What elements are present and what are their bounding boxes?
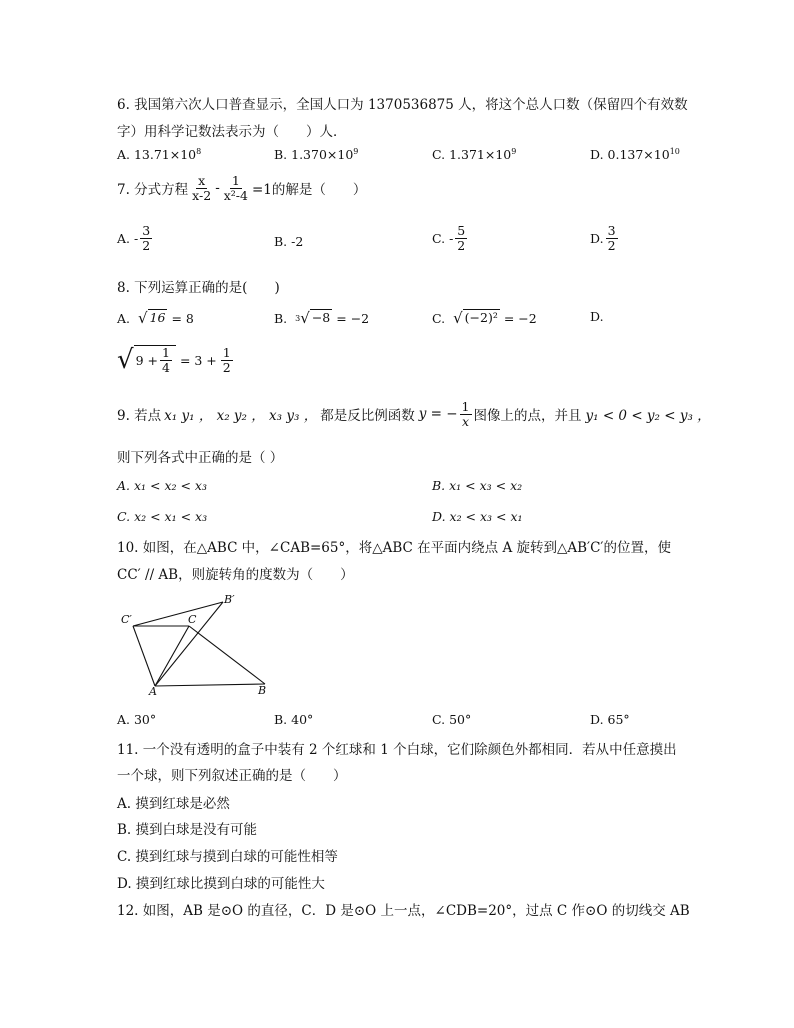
q9-option-b: B. x₁ < x₃ < x₂ <box>432 478 523 493</box>
q7-stem: 7. 分式方程 $\frac{x}{x-2}$ - $\frac{1}{\text{x²-4}}$ =1的解是（ ） <box>117 173 367 203</box>
q10-line1: 10. 如图，在△ABC 中，∠CAB=65°，将△ABC 在平面内绕点 A 旋转到△AB′C′的位置，使 <box>117 540 672 556</box>
q8-option-d-label: D. <box>590 309 604 324</box>
q6-line1: 6. 我国第六次人口普查显示，全国人口为 1370536875 人，将这个总人口数（保留四个有效数 <box>117 97 688 113</box>
q8-option-b: B. 3 √ −8 = −2 <box>274 309 370 327</box>
label-c-prime: C′ <box>121 613 132 626</box>
q8-option-c: C. √ (−2)² = −2 <box>432 309 537 327</box>
q10-option-a: A. 30° <box>117 712 157 727</box>
q8-stem: 8. 下列运算正确的是( ) <box>117 280 280 296</box>
q6-option-a: A. $13.71\times 10^8$ <box>117 147 202 163</box>
q6-line2: 字）用科学记数法表示为（ ）人． <box>117 124 347 140</box>
q11-option-c: C. 摸到红球与摸到白球的可能性相等 <box>117 849 338 865</box>
q10-option-b: B. 40° <box>274 712 314 727</box>
segment-ab <box>155 684 265 686</box>
q6-option-d: D. $0.137\times 10^{10}$ <box>590 147 680 163</box>
q9-stem-line2: 则下列各式中正确的是（ ） <box>117 450 284 466</box>
rotation-triangle-figure <box>115 588 285 700</box>
q10-line2: CC′ // AB，则旋转角的度数为（ ） <box>117 567 354 583</box>
q12-line1: 12. 如图，AB 是⊙O 的直径，C．D 是⊙O 上一点，∠CDB=20°，过点 C 作⊙O 的切线交 AB <box>117 903 690 919</box>
segment-cb <box>189 626 265 684</box>
segment-c-prime-b-prime <box>133 602 223 626</box>
q9-option-d: D. x₂ < x₃ < x₁ <box>432 509 523 524</box>
q7-option-b: B. -2 <box>274 234 304 249</box>
q11-line2: 一个球，则下列叙述正确的是（ ） <box>117 768 347 784</box>
segment-ac <box>155 626 189 686</box>
q7-option-c: C. - $\frac{5}{2}$ <box>432 223 466 253</box>
q7-fraction-1: $\frac{x}{x-2}$ <box>192 173 212 203</box>
label-b: B <box>258 684 267 697</box>
q7-option-a: A. - $\frac{3}{2}$ <box>117 223 151 253</box>
label-c: C <box>188 613 197 626</box>
q7-fraction-2: $\frac{1}{\text{x²-4}}$ <box>223 173 248 203</box>
q6-option-b: B. $1.370\times 10^9$ <box>274 147 359 163</box>
label-b-prime: B′ <box>224 593 235 606</box>
label-a: A <box>149 685 157 698</box>
q10-option-d: D. 65° <box>590 712 630 727</box>
q9-stem-line1: 9. 若点 x₁ y₁ ， x₂ y₂ ， x₃ y₃ ， 都是反比例函数 y = − $\frac{1}{x}$ 图像上的点，并且 y₁ < 0 < y₂ < y₃ ， <box>117 399 711 429</box>
q11-option-a: A. 摸到红球是必然 <box>117 796 230 812</box>
q11-line1: 11. 一个没有透明的盒子中装有 2 个红球和 1 个白球，它们除颜色外都相同．若从中任意摸出 <box>117 742 677 758</box>
q10-option-c: C. 50° <box>432 712 472 727</box>
q9-option-c: C. x₂ < x₁ < x₃ <box>117 509 208 524</box>
q6-option-c: C. $1.371\times 10^9$ <box>432 147 517 163</box>
q11-option-b: B. 摸到白球是没有可能 <box>117 822 258 838</box>
q7-option-d: D. $\frac{3}{2}$ <box>590 223 616 253</box>
q8-option-d-expression: √ 9 + $\frac{1}{4}$ = 3 + $\frac{1}{2}$ <box>117 344 231 375</box>
q11-option-d: D. 摸到红球比摸到白球的可能性大 <box>117 876 325 892</box>
q8-option-a: A. √ 16 = 8 <box>117 309 194 327</box>
q9-option-a: A. x₁ < x₂ < x₃ <box>117 478 207 493</box>
segment-ac-prime <box>133 626 155 686</box>
